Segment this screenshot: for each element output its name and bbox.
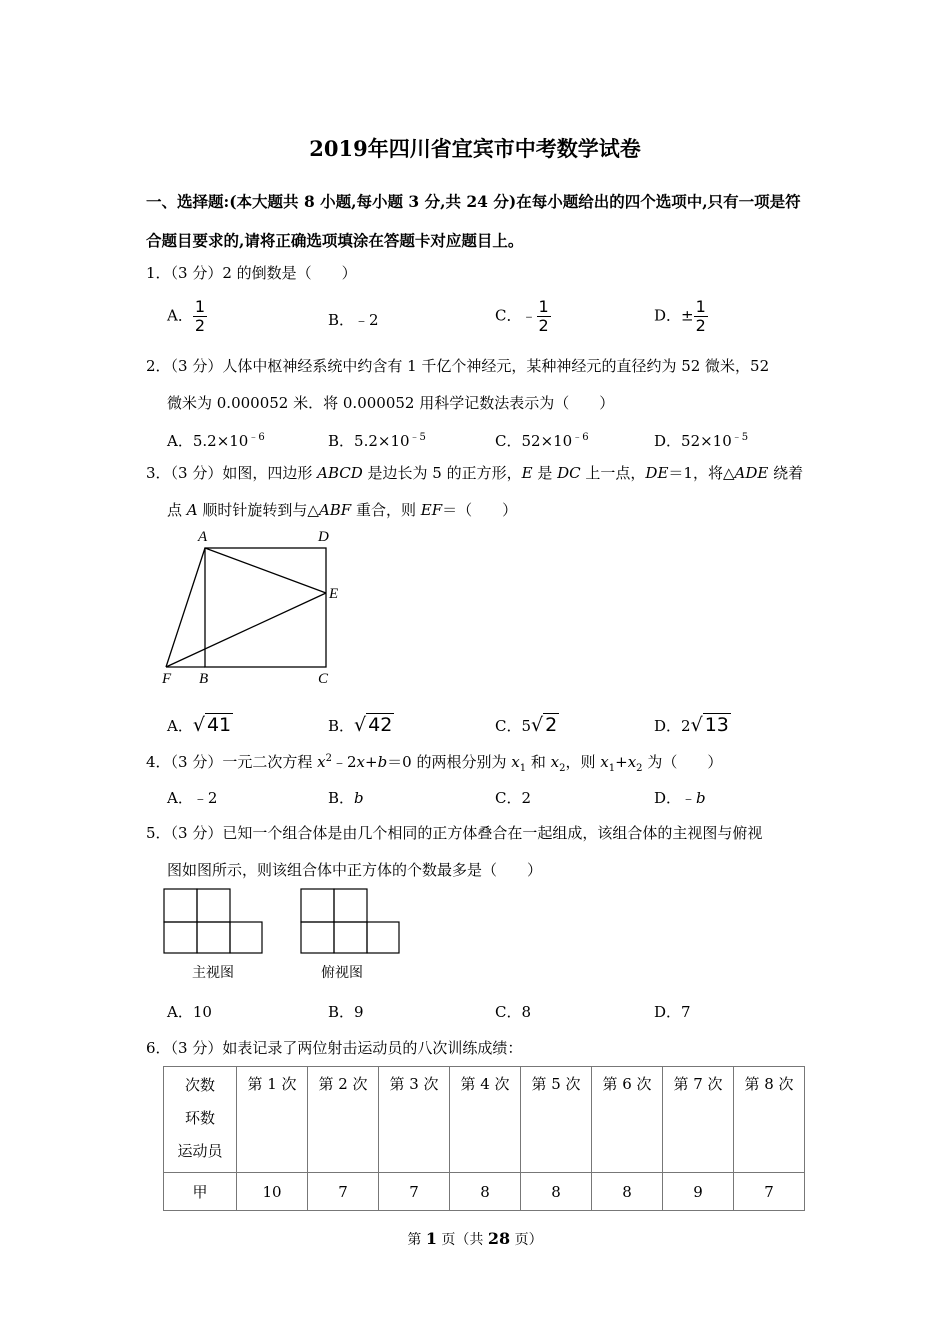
q1-d-sign: ± (681, 306, 694, 325)
q2-d-exp: ﹣5 (731, 432, 749, 443)
q2-b-text: B．5.2×10 (328, 432, 410, 450)
q4-t7: + (615, 753, 628, 771)
segment-ae (205, 548, 326, 593)
q4-option-b (328, 787, 364, 808)
q3-c-sqrt: √ 2 (531, 714, 558, 736)
q5-option-b: B．9 (328, 1003, 364, 1021)
q3-c-coef: 5 (521, 717, 532, 735)
segment-fe (166, 593, 326, 667)
q4-s1-b: 1 (608, 763, 616, 774)
q1-c-sign: ﹣ (521, 306, 537, 325)
q3-t4: 上一点， (580, 464, 646, 482)
page-title: 2019年四川省宜宾市中考数学试卷 (309, 136, 641, 161)
q3-a-label: A． (167, 717, 193, 735)
q4-x1-b: x (600, 753, 609, 771)
q4-t4: ＝0 的两根分别为 (387, 753, 512, 771)
q4-s2: 2 (559, 763, 566, 774)
q3-d-rad: 13 (704, 714, 729, 736)
table-cell: 8 (521, 1173, 592, 1211)
q1-stem: 1．（3 分）2 的倒数是（ ） (146, 264, 357, 282)
q3-b-sqrt: √ 42 (354, 714, 393, 736)
table-cell: 8 (592, 1173, 663, 1211)
table-col-header: 第 8 次 (734, 1067, 805, 1173)
table-row (164, 1173, 805, 1211)
square-abcd (205, 548, 326, 667)
q4-option-d (654, 787, 706, 808)
top-view-label: 俯视图 (321, 965, 363, 981)
footer-pre: 第 (407, 1232, 426, 1248)
q5-stem-line2: 图如图所示，则该组合体中正方体的个数最多是（ ） (167, 861, 543, 879)
q1-c-label: C． (495, 306, 522, 325)
table-cell: 8 (450, 1173, 521, 1211)
q3-t2: 是边长为 5 的正方形， (362, 464, 522, 482)
q3-a: A (186, 501, 198, 519)
q4-stem (146, 751, 722, 774)
q4-b-label: B． (328, 789, 355, 807)
q4-b-val: b (354, 789, 364, 807)
q2-c-exp: ﹣6 (572, 432, 589, 443)
q2-stem-line1: 2．（3 分）人体中枢神经系统中约含有 1 千亿个神经元，某种神经元的直径约为 52 微米，52 (146, 357, 770, 375)
label-e: E (329, 586, 339, 602)
q2-a-exp: ﹣6 (248, 432, 265, 443)
q1-d-fraction (694, 298, 708, 335)
q3-t7: 点 (167, 501, 187, 519)
q3-option-d (654, 714, 731, 736)
q5-stem-line1: 5．（3 分）已知一个组合体是由几个相同的正方体叠合在一起组成，该组合体的主视图与俯视 (146, 824, 763, 842)
q2-b-exp: ﹣5 (409, 432, 426, 443)
label-a: A (198, 529, 208, 545)
table-col-header: 第 6 次 (592, 1067, 663, 1173)
segment-af (166, 548, 205, 667)
q1-option-c (495, 298, 551, 335)
q1-option-a (167, 298, 207, 335)
q5-option-c: C．8 (495, 1003, 532, 1021)
q3-de: DE (645, 464, 669, 482)
table-cell: 9 (663, 1173, 734, 1211)
table-cell: 7 (379, 1173, 450, 1211)
q2-stem-line2: 微米为 0.000052 米．将 0.000052 用科学记数法表示为（ ） (167, 394, 615, 412)
q3-b-rad: 42 (368, 714, 393, 736)
label-c: C (318, 671, 329, 687)
q1-a-den: 2 (194, 316, 206, 335)
q4-x-b: x (356, 753, 365, 771)
q3-t9: 重合，则 (351, 501, 421, 519)
q1-a-fraction (193, 298, 207, 335)
q5-top-view (297, 885, 407, 985)
q5-front-view (160, 885, 270, 985)
table-cell: 7 (308, 1173, 379, 1211)
corner-label-athlete: 运动员 (177, 1142, 223, 1160)
q4-s2-b: 2 (636, 763, 643, 774)
table-corner-cell (164, 1067, 237, 1173)
table-col-header: 第 2 次 (308, 1067, 379, 1173)
q3-option-b (328, 714, 394, 736)
table-col-header: 第 4 次 (450, 1067, 521, 1173)
q6-stem: 6．（3 分）如表记录了两位射击运动员的八次训练成绩： (146, 1039, 523, 1057)
q1-c-den: 2 (538, 316, 549, 335)
q4-b: b (377, 753, 388, 771)
footer-total-pages: 28 (487, 1229, 511, 1248)
q4-x: x (317, 753, 326, 771)
q3-d-coef: 2 (681, 717, 691, 735)
table-header-row (164, 1067, 805, 1173)
table-col-header: 第 7 次 (663, 1067, 734, 1173)
q2-option-d (654, 428, 748, 451)
q3-c-rad: 2 (545, 714, 558, 736)
table-cell: 7 (734, 1173, 805, 1211)
q3-d-sqrt: √ 13 (690, 714, 729, 736)
table-col-header: 第 3 次 (379, 1067, 450, 1173)
label-f: F (162, 671, 172, 687)
q1-option-d (654, 298, 708, 335)
q3-b-label: B． (328, 717, 355, 735)
q3-square-figure (155, 525, 355, 690)
footer-page-number: 1 (425, 1229, 437, 1248)
corner-label-rings: 环数 (184, 1109, 215, 1127)
q1-d-den: 2 (695, 316, 706, 335)
footer-post: 页） (510, 1232, 543, 1248)
q1-b-text: ﹣2 (354, 311, 379, 329)
q4-d-label: D．﹣ (654, 789, 697, 807)
q3-option-a (167, 714, 233, 736)
q4-t3: + (364, 753, 378, 771)
q3-c-label: C． (495, 717, 522, 735)
q3-abf: ABF (318, 501, 352, 519)
table-col-header: 第 1 次 (237, 1067, 308, 1173)
q4-option-a: A．﹣2 (167, 789, 218, 807)
q3-t1: 3．（3 分）如图，四边形 (146, 464, 318, 482)
q3-ade: ADE (734, 464, 769, 482)
q3-abcd: ABCD (317, 464, 363, 482)
q2-d-text: D．52×10 (654, 432, 732, 450)
q2-a-text: A．5.2×10 (167, 432, 249, 450)
q3-t10: ＝（ ） (442, 501, 518, 519)
q4-t8: 为（ ） (642, 753, 723, 771)
q3-t6: 绕着 (768, 464, 804, 482)
table-col-header: 第 5 次 (521, 1067, 592, 1173)
page-footer (0, 1229, 950, 1249)
q3-t3: 是 (532, 464, 558, 482)
footer-mid: 页（共 (436, 1232, 488, 1248)
label-d: D (318, 529, 329, 545)
q4-x2-b: x (627, 753, 637, 771)
section-heading-line1: 一、选择题:(本大题共 8 小题,每小题 3 分,共 24 分)在每小题给出的四个选项中,只有一项是符 (146, 192, 801, 211)
section-heading-line2: 合题目要求的,请将正确选项填涂在答题卡对应题目上。 (146, 231, 524, 250)
q1-b-label: B． (328, 311, 355, 329)
score-table (163, 1066, 805, 1211)
table-cell: 10 (237, 1173, 308, 1211)
q3-ef: EF (420, 501, 443, 519)
q4-t1: 4．（3 分）一元二次方程 (146, 753, 318, 771)
q4-x2: x (550, 753, 560, 771)
q3-option-c (495, 714, 559, 736)
q3-a-sqrt: √ 41 (192, 714, 232, 736)
q3-stem-line1 (146, 462, 803, 483)
q3-dc: DC (557, 464, 581, 482)
corner-label-times: 次数 (184, 1076, 215, 1094)
q4-option-c: C．2 (495, 789, 532, 807)
q3-e: E (521, 464, 533, 482)
q4-s1: 1 (519, 763, 527, 774)
q1-c-num: 1 (538, 297, 549, 316)
q5-option-a: A．10 (167, 1003, 212, 1021)
q3-stem-line2 (167, 499, 517, 520)
q2-option-c (495, 428, 589, 451)
q4-x1: x (511, 753, 520, 771)
q1-a-num: 1 (194, 297, 206, 316)
q2-option-a (167, 428, 265, 451)
q4-d-val: b (696, 789, 706, 807)
q1-d-num: 1 (695, 297, 706, 316)
q4-sq: 2 (325, 753, 332, 764)
front-view-label: 主视图 (192, 965, 234, 981)
q1-d-label: D． (654, 306, 682, 325)
table-row-name: 甲 (164, 1173, 237, 1211)
q4-t6: ，则 (565, 753, 601, 771)
q2-c-text: C．52×10 (495, 432, 573, 450)
q3-a-rad: 41 (206, 714, 232, 736)
q1-a-label: A． (167, 306, 193, 325)
q1-option-b (328, 309, 379, 330)
label-b: B (199, 671, 209, 687)
q5-option-d: D．7 (654, 1003, 691, 1021)
q1-c-fraction (537, 298, 551, 335)
q4-t2: ﹣2 (331, 753, 357, 771)
q2-option-b (328, 428, 426, 451)
q4-t5: 和 (526, 753, 551, 771)
q3-t8: 顺时针旋转到与△ (197, 501, 319, 519)
q3-t5: ＝1，将△ (668, 464, 735, 482)
q3-d-label: D． (654, 717, 682, 735)
